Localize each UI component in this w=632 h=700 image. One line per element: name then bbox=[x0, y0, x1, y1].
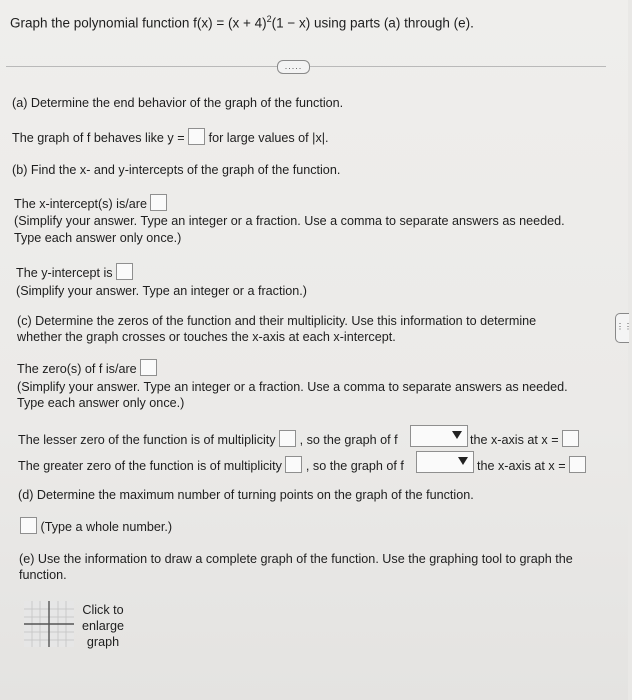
greater-crosses-touches-dropdown[interactable] bbox=[416, 451, 474, 473]
y-intercept-hint: (Simplify your answer. Type an integer or a fraction.) bbox=[16, 284, 307, 298]
lesser-crosses-touches-dropdown[interactable] bbox=[410, 425, 468, 447]
part-a-line: The graph of f behaves like y = for large values of |x|. bbox=[12, 128, 329, 145]
dropdown-arrow-icon bbox=[452, 431, 462, 439]
part-c-heading-2: whether the graph crosses or touches the x-axis at each x-intercept. bbox=[17, 330, 396, 344]
lesser-zero-axis-line: the x-axis at x = bbox=[470, 430, 579, 447]
side-panel-handle[interactable] bbox=[615, 313, 632, 343]
lesser-zero-x-input[interactable] bbox=[562, 430, 579, 447]
x-intercept-hint-2: Type each answer only once.) bbox=[14, 231, 182, 245]
greater-zero-x-input[interactable] bbox=[569, 456, 586, 473]
greater-zero-line: The greater zero of the function is of multiplicity , so the graph of f bbox=[18, 456, 404, 473]
greater-multiplicity-input[interactable] bbox=[285, 456, 302, 473]
part-c-heading-1: (c) Determine the zeros of the function and their multiplicity. Use this information to determine bbox=[17, 314, 537, 328]
turning-points-line: (Type a whole number.) bbox=[20, 517, 172, 534]
expand-more-button[interactable]: ..... bbox=[277, 60, 310, 74]
lesser-zero-line: The lesser zero of the function is of multiplicity , so the graph of f bbox=[18, 430, 398, 447]
grip-icon: ⋮⋮ bbox=[616, 322, 632, 331]
graph-thumbnail-icon bbox=[24, 601, 74, 647]
end-behavior-input[interactable] bbox=[188, 128, 205, 145]
part-a-heading: (a) Determine the end behavior of the graph of the function. bbox=[12, 96, 344, 110]
zeros-hint-1: (Simplify your answer. Type an integer or a fraction. Use a comma to separate answers as needed. bbox=[17, 380, 568, 394]
turning-points-input[interactable] bbox=[20, 517, 37, 534]
part-b-heading: (b) Find the x- and y-intercepts of the graph of the function. bbox=[12, 163, 341, 177]
enlarge-graph-button[interactable] bbox=[20, 597, 140, 655]
x-intercept-input[interactable] bbox=[150, 194, 167, 211]
x-intercept-line: The x-intercept(s) is/are bbox=[14, 194, 167, 211]
dropdown-arrow-icon bbox=[458, 457, 468, 465]
greater-zero-axis-line: the x-axis at x = bbox=[477, 456, 586, 473]
y-intercept-input[interactable] bbox=[116, 263, 133, 280]
part-e-heading-1: (e) Use the information to draw a complete graph of the function. Use the graphing tool to graph the bbox=[19, 552, 573, 566]
y-intercept-line: The y-intercept is bbox=[16, 263, 133, 280]
part-d-heading: (d) Determine the maximum number of turning points on the graph of the function. bbox=[18, 488, 474, 502]
question-title: Graph the polynomial function $f(x) = (x + 4)^2(1 - x)$ using parts (a) through (e). bbox=[10, 14, 474, 31]
lesser-multiplicity-input[interactable] bbox=[279, 430, 296, 447]
x-intercept-hint-1: (Simplify your answer. Type an integer or a fraction. Use a comma to separate answers as needed. bbox=[14, 214, 565, 228]
zeros-input[interactable] bbox=[140, 359, 157, 376]
enlarge-graph-label: Click to enlarge graph bbox=[82, 603, 125, 649]
zeros-line: The zero(s) of f is/are bbox=[17, 359, 157, 376]
zeros-hint-2: Type each answer only once.) bbox=[17, 396, 185, 410]
part-e-heading-2: function. bbox=[19, 568, 67, 582]
